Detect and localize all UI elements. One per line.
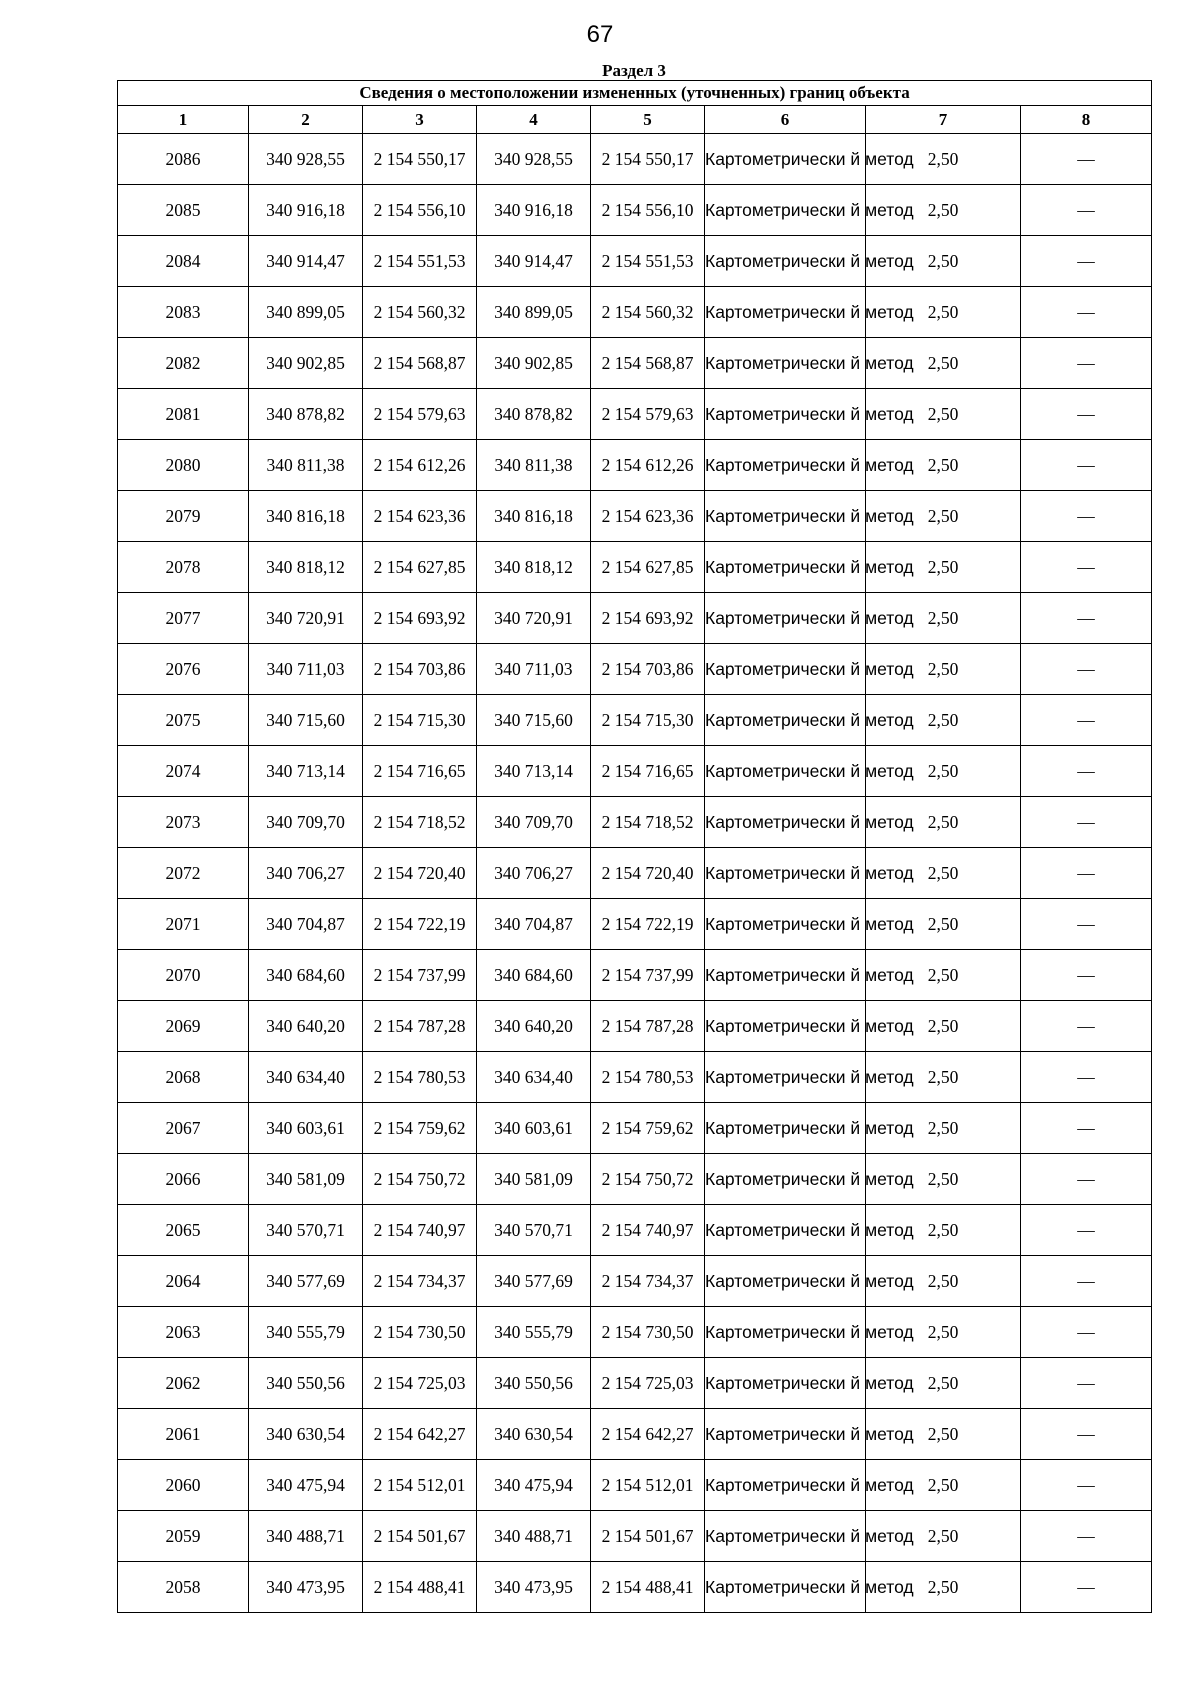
new-y-cell: 2 154 722,19 xyxy=(591,899,705,950)
accuracy-cell: 2,50 xyxy=(866,1358,1021,1409)
old-x-cell: 340 713,14 xyxy=(249,746,363,797)
description-cell: — xyxy=(1021,797,1152,848)
old-x-cell: 340 914,47 xyxy=(249,236,363,287)
table-row xyxy=(118,797,1152,848)
table-row xyxy=(118,695,1152,746)
old-y-cell: 2 154 612,26 xyxy=(363,440,477,491)
table-row xyxy=(118,593,1152,644)
description-cell: — xyxy=(1021,389,1152,440)
accuracy-cell: 2,50 xyxy=(866,491,1021,542)
method-cell: Картометрически й метод xyxy=(705,1562,866,1613)
old-x-cell: 340 916,18 xyxy=(249,185,363,236)
old-x-cell: 340 818,12 xyxy=(249,542,363,593)
new-x-cell: 340 555,79 xyxy=(477,1307,591,1358)
new-y-cell: 2 154 512,01 xyxy=(591,1460,705,1511)
method-cell: Картометрически й метод xyxy=(705,389,866,440)
description-cell: — xyxy=(1021,1205,1152,1256)
new-x-cell: 340 475,94 xyxy=(477,1460,591,1511)
method-cell: Картометрически й метод xyxy=(705,695,866,746)
old-x-cell: 340 630,54 xyxy=(249,1409,363,1460)
old-x-cell: 340 603,61 xyxy=(249,1103,363,1154)
table-row xyxy=(118,1205,1152,1256)
table-row xyxy=(118,1256,1152,1307)
old-y-cell: 2 154 715,30 xyxy=(363,695,477,746)
point-number-cell: 2083 xyxy=(118,287,249,338)
point-number-cell: 2076 xyxy=(118,644,249,695)
new-x-cell: 340 570,71 xyxy=(477,1205,591,1256)
accuracy-cell: 2,50 xyxy=(866,1409,1021,1460)
page-number: 67 xyxy=(586,21,614,48)
table-row xyxy=(118,542,1152,593)
point-number-cell: 2086 xyxy=(118,134,249,185)
old-y-cell: 2 154 787,28 xyxy=(363,1001,477,1052)
new-x-cell: 340 914,47 xyxy=(477,236,591,287)
old-x-cell: 340 704,87 xyxy=(249,899,363,950)
new-x-cell: 340 816,18 xyxy=(477,491,591,542)
accuracy-cell: 2,50 xyxy=(866,542,1021,593)
point-number-cell: 2063 xyxy=(118,1307,249,1358)
new-y-cell: 2 154 501,67 xyxy=(591,1511,705,1562)
section-title: Раздел 3 xyxy=(602,61,666,80)
point-number-cell: 2058 xyxy=(118,1562,249,1613)
column-number-row xyxy=(118,106,1152,134)
method-cell: Картометрически й метод xyxy=(705,236,866,287)
old-y-cell: 2 154 512,01 xyxy=(363,1460,477,1511)
method-cell: Картометрически й метод xyxy=(705,1409,866,1460)
new-x-cell: 340 878,82 xyxy=(477,389,591,440)
new-y-cell: 2 154 488,41 xyxy=(591,1562,705,1613)
old-x-cell: 340 640,20 xyxy=(249,1001,363,1052)
old-y-cell: 2 154 642,27 xyxy=(363,1409,477,1460)
point-number-cell: 2074 xyxy=(118,746,249,797)
column-header: 1 xyxy=(118,106,249,134)
new-y-cell: 2 154 730,50 xyxy=(591,1307,705,1358)
table-row xyxy=(118,440,1152,491)
new-x-cell: 340 902,85 xyxy=(477,338,591,389)
new-x-cell: 340 581,09 xyxy=(477,1154,591,1205)
new-x-cell: 340 713,14 xyxy=(477,746,591,797)
old-y-cell: 2 154 718,52 xyxy=(363,797,477,848)
accuracy-cell: 2,50 xyxy=(866,134,1021,185)
new-y-cell: 2 154 612,26 xyxy=(591,440,705,491)
method-cell: Картометрически й метод xyxy=(705,1307,866,1358)
old-y-cell: 2 154 501,67 xyxy=(363,1511,477,1562)
accuracy-cell: 2,50 xyxy=(866,746,1021,797)
new-y-cell: 2 154 551,53 xyxy=(591,236,705,287)
new-y-cell: 2 154 693,92 xyxy=(591,593,705,644)
old-x-cell: 340 816,18 xyxy=(249,491,363,542)
new-x-cell: 340 577,69 xyxy=(477,1256,591,1307)
description-cell: — xyxy=(1021,1103,1152,1154)
new-y-cell: 2 154 737,99 xyxy=(591,950,705,1001)
old-y-cell: 2 154 759,62 xyxy=(363,1103,477,1154)
old-x-cell: 340 555,79 xyxy=(249,1307,363,1358)
description-cell: — xyxy=(1021,287,1152,338)
new-x-cell: 340 550,56 xyxy=(477,1358,591,1409)
description-cell: — xyxy=(1021,593,1152,644)
new-x-cell: 340 630,54 xyxy=(477,1409,591,1460)
accuracy-cell: 2,50 xyxy=(866,287,1021,338)
old-y-cell: 2 154 556,10 xyxy=(363,185,477,236)
point-number-cell: 2079 xyxy=(118,491,249,542)
method-cell: Картометрически й метод xyxy=(705,1052,866,1103)
new-x-cell: 340 603,61 xyxy=(477,1103,591,1154)
table-row xyxy=(118,1358,1152,1409)
description-cell: — xyxy=(1021,1562,1152,1613)
new-x-cell: 340 811,38 xyxy=(477,440,591,491)
boundary-points-table xyxy=(117,80,1152,1613)
new-y-cell: 2 154 725,03 xyxy=(591,1358,705,1409)
new-x-cell: 340 706,27 xyxy=(477,848,591,899)
method-cell: Картометрически й метод xyxy=(705,593,866,644)
new-y-cell: 2 154 750,72 xyxy=(591,1154,705,1205)
old-y-cell: 2 154 730,50 xyxy=(363,1307,477,1358)
description-cell: — xyxy=(1021,134,1152,185)
table-body xyxy=(118,134,1152,1613)
accuracy-cell: 2,50 xyxy=(866,1562,1021,1613)
old-y-cell: 2 154 734,37 xyxy=(363,1256,477,1307)
method-cell: Картометрически й метод xyxy=(705,899,866,950)
column-header: 3 xyxy=(363,106,477,134)
accuracy-cell: 2,50 xyxy=(866,1052,1021,1103)
new-x-cell: 340 473,95 xyxy=(477,1562,591,1613)
description-cell: — xyxy=(1021,644,1152,695)
old-y-cell: 2 154 568,87 xyxy=(363,338,477,389)
method-cell: Картометрически й метод xyxy=(705,797,866,848)
description-cell: — xyxy=(1021,1256,1152,1307)
description-cell: — xyxy=(1021,1358,1152,1409)
old-x-cell: 340 475,94 xyxy=(249,1460,363,1511)
accuracy-cell: 2,50 xyxy=(866,848,1021,899)
table-row xyxy=(118,1409,1152,1460)
method-cell: Картометрически й метод xyxy=(705,185,866,236)
method-cell: Картометрически й метод xyxy=(705,338,866,389)
accuracy-cell: 2,50 xyxy=(866,644,1021,695)
accuracy-cell: 2,50 xyxy=(866,1256,1021,1307)
method-cell: Картометрически й метод xyxy=(705,950,866,1001)
method-cell: Картометрически й метод xyxy=(705,440,866,491)
new-y-cell: 2 154 703,86 xyxy=(591,644,705,695)
accuracy-cell: 2,50 xyxy=(866,950,1021,1001)
accuracy-cell: 2,50 xyxy=(866,1205,1021,1256)
description-cell: — xyxy=(1021,338,1152,389)
old-x-cell: 340 581,09 xyxy=(249,1154,363,1205)
table-row xyxy=(118,236,1152,287)
old-y-cell: 2 154 722,19 xyxy=(363,899,477,950)
point-number-cell: 2070 xyxy=(118,950,249,1001)
point-number-cell: 2065 xyxy=(118,1205,249,1256)
description-cell: — xyxy=(1021,1409,1152,1460)
point-number-cell: 2082 xyxy=(118,338,249,389)
new-y-cell: 2 154 715,30 xyxy=(591,695,705,746)
old-y-cell: 2 154 623,36 xyxy=(363,491,477,542)
point-number-cell: 2084 xyxy=(118,236,249,287)
old-x-cell: 340 570,71 xyxy=(249,1205,363,1256)
description-cell: — xyxy=(1021,1052,1152,1103)
description-cell: — xyxy=(1021,542,1152,593)
old-x-cell: 340 488,71 xyxy=(249,1511,363,1562)
new-y-cell: 2 154 579,63 xyxy=(591,389,705,440)
method-cell: Картометрически й метод xyxy=(705,1358,866,1409)
new-y-cell: 2 154 556,10 xyxy=(591,185,705,236)
column-header: 6 xyxy=(705,106,866,134)
old-y-cell: 2 154 740,97 xyxy=(363,1205,477,1256)
point-number-cell: 2080 xyxy=(118,440,249,491)
description-cell: — xyxy=(1021,1154,1152,1205)
old-x-cell: 340 709,70 xyxy=(249,797,363,848)
old-x-cell: 340 928,55 xyxy=(249,134,363,185)
point-number-cell: 2073 xyxy=(118,797,249,848)
new-y-cell: 2 154 780,53 xyxy=(591,1052,705,1103)
new-x-cell: 340 818,12 xyxy=(477,542,591,593)
old-y-cell: 2 154 720,40 xyxy=(363,848,477,899)
description-cell: — xyxy=(1021,185,1152,236)
new-x-cell: 340 916,18 xyxy=(477,185,591,236)
new-y-cell: 2 154 740,97 xyxy=(591,1205,705,1256)
new-x-cell: 340 715,60 xyxy=(477,695,591,746)
old-y-cell: 2 154 579,63 xyxy=(363,389,477,440)
point-number-cell: 2072 xyxy=(118,848,249,899)
column-header: 4 xyxy=(477,106,591,134)
old-x-cell: 340 711,03 xyxy=(249,644,363,695)
method-cell: Картометрически й метод xyxy=(705,1511,866,1562)
table-row xyxy=(118,848,1152,899)
point-number-cell: 2069 xyxy=(118,1001,249,1052)
old-x-cell: 340 473,95 xyxy=(249,1562,363,1613)
point-number-cell: 2077 xyxy=(118,593,249,644)
description-cell: — xyxy=(1021,950,1152,1001)
table-row xyxy=(118,1511,1152,1562)
old-x-cell: 340 684,60 xyxy=(249,950,363,1001)
table-row xyxy=(118,746,1152,797)
point-number-cell: 2081 xyxy=(118,389,249,440)
table-row xyxy=(118,950,1152,1001)
point-number-cell: 2061 xyxy=(118,1409,249,1460)
column-header: 2 xyxy=(249,106,363,134)
table-row xyxy=(118,1307,1152,1358)
accuracy-cell: 2,50 xyxy=(866,1154,1021,1205)
accuracy-cell: 2,50 xyxy=(866,593,1021,644)
method-cell: Картометрически й метод xyxy=(705,542,866,593)
new-y-cell: 2 154 759,62 xyxy=(591,1103,705,1154)
point-number-cell: 2060 xyxy=(118,1460,249,1511)
new-x-cell: 340 640,20 xyxy=(477,1001,591,1052)
accuracy-cell: 2,50 xyxy=(866,1103,1021,1154)
old-x-cell: 340 878,82 xyxy=(249,389,363,440)
point-number-cell: 2078 xyxy=(118,542,249,593)
old-y-cell: 2 154 780,53 xyxy=(363,1052,477,1103)
accuracy-cell: 2,50 xyxy=(866,695,1021,746)
new-y-cell: 2 154 550,17 xyxy=(591,134,705,185)
table-row xyxy=(118,1562,1152,1613)
point-number-cell: 2075 xyxy=(118,695,249,746)
old-x-cell: 340 902,85 xyxy=(249,338,363,389)
old-y-cell: 2 154 716,65 xyxy=(363,746,477,797)
method-cell: Картометрически й метод xyxy=(705,1103,866,1154)
description-cell: — xyxy=(1021,1511,1152,1562)
new-y-cell: 2 154 627,85 xyxy=(591,542,705,593)
description-cell: — xyxy=(1021,440,1152,491)
new-y-cell: 2 154 642,27 xyxy=(591,1409,705,1460)
new-x-cell: 340 704,87 xyxy=(477,899,591,950)
method-cell: Картометрически й метод xyxy=(705,287,866,338)
table-row xyxy=(118,644,1152,695)
new-x-cell: 340 634,40 xyxy=(477,1052,591,1103)
old-y-cell: 2 154 703,86 xyxy=(363,644,477,695)
accuracy-cell: 2,50 xyxy=(866,440,1021,491)
point-number-cell: 2071 xyxy=(118,899,249,950)
accuracy-cell: 2,50 xyxy=(866,1307,1021,1358)
table-row xyxy=(118,134,1152,185)
method-cell: Картометрически й метод xyxy=(705,134,866,185)
old-x-cell: 340 715,60 xyxy=(249,695,363,746)
new-y-cell: 2 154 560,32 xyxy=(591,287,705,338)
new-y-cell: 2 154 734,37 xyxy=(591,1256,705,1307)
table-row xyxy=(118,287,1152,338)
column-header: 8 xyxy=(1021,106,1152,134)
old-y-cell: 2 154 737,99 xyxy=(363,950,477,1001)
table-row xyxy=(118,185,1152,236)
new-x-cell: 340 899,05 xyxy=(477,287,591,338)
column-header: 5 xyxy=(591,106,705,134)
method-cell: Картометрически й метод xyxy=(705,644,866,695)
accuracy-cell: 2,50 xyxy=(866,185,1021,236)
old-x-cell: 340 577,69 xyxy=(249,1256,363,1307)
table-row xyxy=(118,1154,1152,1205)
column-header: 7 xyxy=(866,106,1021,134)
method-cell: Картометрически й метод xyxy=(705,1205,866,1256)
description-cell: — xyxy=(1021,746,1152,797)
old-y-cell: 2 154 560,32 xyxy=(363,287,477,338)
new-x-cell: 340 711,03 xyxy=(477,644,591,695)
new-x-cell: 340 684,60 xyxy=(477,950,591,1001)
table-row xyxy=(118,1052,1152,1103)
accuracy-cell: 2,50 xyxy=(866,389,1021,440)
old-y-cell: 2 154 627,85 xyxy=(363,542,477,593)
description-cell: — xyxy=(1021,899,1152,950)
point-number-cell: 2064 xyxy=(118,1256,249,1307)
accuracy-cell: 2,50 xyxy=(866,1001,1021,1052)
old-y-cell: 2 154 693,92 xyxy=(363,593,477,644)
new-y-cell: 2 154 716,65 xyxy=(591,746,705,797)
new-x-cell: 340 709,70 xyxy=(477,797,591,848)
description-cell: — xyxy=(1021,491,1152,542)
old-x-cell: 340 811,38 xyxy=(249,440,363,491)
point-number-cell: 2085 xyxy=(118,185,249,236)
old-y-cell: 2 154 750,72 xyxy=(363,1154,477,1205)
point-number-cell: 2062 xyxy=(118,1358,249,1409)
table-row xyxy=(118,491,1152,542)
old-x-cell: 340 720,91 xyxy=(249,593,363,644)
point-number-cell: 2067 xyxy=(118,1103,249,1154)
method-cell: Картометрически й метод xyxy=(705,1154,866,1205)
method-cell: Картометрически й метод xyxy=(705,1256,866,1307)
description-cell: — xyxy=(1021,848,1152,899)
new-x-cell: 340 928,55 xyxy=(477,134,591,185)
description-cell: — xyxy=(1021,1307,1152,1358)
table-row xyxy=(118,389,1152,440)
table-row xyxy=(118,1001,1152,1052)
method-cell: Картометрически й метод xyxy=(705,491,866,542)
point-number-cell: 2059 xyxy=(118,1511,249,1562)
new-y-cell: 2 154 718,52 xyxy=(591,797,705,848)
new-x-cell: 340 720,91 xyxy=(477,593,591,644)
table-row xyxy=(118,1460,1152,1511)
accuracy-cell: 2,50 xyxy=(866,1511,1021,1562)
new-y-cell: 2 154 623,36 xyxy=(591,491,705,542)
old-y-cell: 2 154 488,41 xyxy=(363,1562,477,1613)
method-cell: Картометрически й метод xyxy=(705,1460,866,1511)
old-y-cell: 2 154 551,53 xyxy=(363,236,477,287)
table-row xyxy=(118,1103,1152,1154)
description-cell: — xyxy=(1021,236,1152,287)
description-cell: — xyxy=(1021,1460,1152,1511)
accuracy-cell: 2,50 xyxy=(866,338,1021,389)
accuracy-cell: 2,50 xyxy=(866,797,1021,848)
old-x-cell: 340 899,05 xyxy=(249,287,363,338)
new-y-cell: 2 154 720,40 xyxy=(591,848,705,899)
accuracy-cell: 2,50 xyxy=(866,236,1021,287)
method-cell: Картометрически й метод xyxy=(705,746,866,797)
table-caption: Сведения о местоположении измененных (уточненных) границ объекта xyxy=(118,81,1152,106)
old-x-cell: 340 634,40 xyxy=(249,1052,363,1103)
table-row xyxy=(118,899,1152,950)
description-cell: — xyxy=(1021,695,1152,746)
old-y-cell: 2 154 725,03 xyxy=(363,1358,477,1409)
method-cell: Картометрически й метод xyxy=(705,1001,866,1052)
method-cell: Картометрически й метод xyxy=(705,848,866,899)
new-x-cell: 340 488,71 xyxy=(477,1511,591,1562)
new-y-cell: 2 154 568,87 xyxy=(591,338,705,389)
accuracy-cell: 2,50 xyxy=(866,1460,1021,1511)
old-x-cell: 340 706,27 xyxy=(249,848,363,899)
point-number-cell: 2066 xyxy=(118,1154,249,1205)
point-number-cell: 2068 xyxy=(118,1052,249,1103)
table-caption-row xyxy=(118,81,1152,106)
old-x-cell: 340 550,56 xyxy=(249,1358,363,1409)
accuracy-cell: 2,50 xyxy=(866,899,1021,950)
old-y-cell: 2 154 550,17 xyxy=(363,134,477,185)
description-cell: — xyxy=(1021,1001,1152,1052)
new-y-cell: 2 154 787,28 xyxy=(591,1001,705,1052)
table-row xyxy=(118,338,1152,389)
